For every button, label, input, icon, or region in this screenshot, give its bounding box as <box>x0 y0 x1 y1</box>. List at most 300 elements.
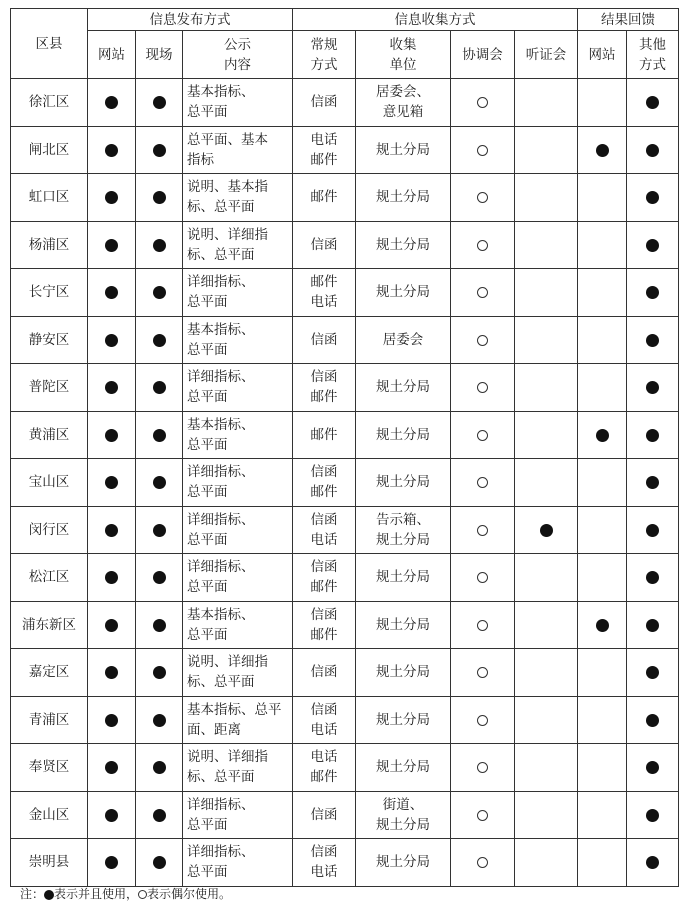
filled-dot-icon <box>105 286 118 299</box>
collect-unit-cell <box>356 459 451 507</box>
collect-coordination-cell <box>451 744 515 792</box>
note-filled-text: 表示并且使用， <box>54 887 139 901</box>
collect-unit-cell-line2: 规土分局 <box>376 531 431 548</box>
publish-onsite-cell <box>136 459 183 507</box>
publish-website-cell <box>88 221 136 269</box>
collect-unit-cell <box>356 744 451 792</box>
table-body <box>11 79 679 887</box>
collect-unit-cell-line1: 规土分局 <box>376 189 431 206</box>
publish-content-cell <box>183 459 293 507</box>
collect-unit-cell-line1: 规土分局 <box>376 569 431 586</box>
filled-dot-icon <box>153 334 166 347</box>
publish-content-cell-line2: 总平面 <box>187 816 228 833</box>
collect-regular-cell-line1: 信函 <box>310 606 338 623</box>
collect-unit-cell <box>356 174 451 222</box>
publish-content-cell-line2: 总平面 <box>187 864 228 881</box>
filled-dot-icon <box>646 761 659 774</box>
header-publish-onsite: 现场 <box>136 31 183 79</box>
table-row <box>11 269 679 317</box>
publish-content-cell-line1: 详细指标、 <box>187 369 255 386</box>
publish-content-cell-line1: 详细指标、 <box>187 559 255 576</box>
collect-unit-cell-line1: 规土分局 <box>376 664 431 681</box>
publish-content-cell-line2: 总平面 <box>187 484 228 501</box>
collect-regular-cell <box>293 126 356 174</box>
collect-regular-cell-line2: 邮件 <box>310 579 338 596</box>
feedback-other-cell <box>627 459 679 507</box>
collect-coordination-cell <box>451 126 515 174</box>
open-circle-icon <box>477 477 488 488</box>
filled-dot-icon <box>596 144 609 157</box>
open-circle-icon <box>477 762 488 773</box>
table-row <box>11 459 679 507</box>
feedback-other-cell <box>627 791 679 839</box>
collect-coordination-cell <box>451 554 515 602</box>
publish-content-cell <box>183 364 293 412</box>
publish-website-cell <box>88 744 136 792</box>
filled-dot-icon <box>153 429 166 442</box>
header-collect-regular-line2: 方式 <box>310 56 338 73</box>
filled-dot-icon <box>646 96 659 109</box>
publish-content-cell <box>183 649 293 697</box>
feedback-website-cell <box>578 316 627 364</box>
table-row <box>11 839 679 887</box>
filled-dot-icon <box>596 429 609 442</box>
table-row <box>11 79 679 127</box>
publish-content-cell-line2: 标、总平面 <box>187 769 255 786</box>
collect-regular-cell-line1: 信函 <box>310 331 338 348</box>
feedback-other-cell <box>627 601 679 649</box>
open-circle-icon <box>477 715 488 726</box>
district-cell: 宝山区 <box>11 459 88 507</box>
publish-website-cell <box>88 554 136 602</box>
publish-content-cell-line1: 说明、详细指 <box>187 654 268 671</box>
district-cell: 长宁区 <box>11 269 88 317</box>
filled-dot-icon <box>646 239 659 252</box>
collect-coordination-cell <box>451 411 515 459</box>
collect-regular-cell-line1: 信函 <box>310 94 338 111</box>
collect-regular-cell-line2: 邮件 <box>310 484 338 501</box>
open-circle-icon <box>477 287 488 298</box>
publish-content-cell <box>183 79 293 127</box>
collect-hearing-cell <box>515 221 578 269</box>
collect-regular-cell <box>293 221 356 269</box>
header-district: 区县 <box>11 9 88 79</box>
collect-regular-cell-line1: 信函 <box>310 664 338 681</box>
district-cell: 奉贤区 <box>11 744 88 792</box>
publish-onsite-cell <box>136 79 183 127</box>
publish-website-cell <box>88 126 136 174</box>
collect-regular-cell-line1: 电话 <box>310 131 338 148</box>
feedback-website-cell <box>578 506 627 554</box>
filled-dot-icon <box>105 714 118 727</box>
collect-hearing-cell <box>515 269 578 317</box>
collect-coordination-cell <box>451 649 515 697</box>
filled-dot-icon <box>105 809 118 822</box>
collect-regular-cell-line2: 电话 <box>310 721 338 738</box>
table-row <box>11 649 679 697</box>
header-publish-content <box>183 31 293 79</box>
filled-dot-icon <box>105 144 118 157</box>
filled-dot-icon <box>540 524 553 537</box>
district-cell: 闵行区 <box>11 506 88 554</box>
district-cell: 闸北区 <box>11 126 88 174</box>
header-collect-hearing: 听证会 <box>515 31 578 79</box>
collect-hearing-cell <box>515 601 578 649</box>
feedback-other-cell <box>627 839 679 887</box>
collect-unit-cell <box>356 791 451 839</box>
publish-onsite-cell <box>136 649 183 697</box>
collect-unit-cell-line1: 街道、 <box>382 796 424 813</box>
filled-dot-icon <box>646 666 659 679</box>
publish-content-cell <box>183 744 293 792</box>
publish-content-cell <box>183 601 293 649</box>
publish-onsite-cell <box>136 744 183 792</box>
filled-dot-icon <box>153 761 166 774</box>
district-cell: 虹口区 <box>11 174 88 222</box>
publish-content-cell-line2: 总平面 <box>187 104 228 121</box>
publish-onsite-cell <box>136 174 183 222</box>
publish-content-cell-line2: 总平面 <box>187 626 228 643</box>
collect-regular-cell <box>293 411 356 459</box>
feedback-website-cell <box>578 126 627 174</box>
open-circle-icon <box>477 430 488 441</box>
collect-unit-cell <box>356 364 451 412</box>
collect-regular-cell-line2: 邮件 <box>310 389 338 406</box>
publish-content-cell <box>183 269 293 317</box>
publish-website-cell <box>88 649 136 697</box>
filled-dot-icon <box>646 856 659 869</box>
filled-dot-icon <box>646 714 659 727</box>
collect-unit-cell <box>356 269 451 317</box>
header-collect-coordination: 协调会 <box>451 31 515 79</box>
filled-dot-icon <box>153 286 166 299</box>
collect-regular-cell <box>293 554 356 602</box>
filled-dot-icon <box>105 666 118 679</box>
publish-onsite-cell <box>136 411 183 459</box>
header-collect-unit-line1: 收集 <box>389 36 417 53</box>
publish-content-cell-line1: 基本指标、 <box>187 416 255 433</box>
feedback-website-cell <box>578 649 627 697</box>
publish-website-cell <box>88 174 136 222</box>
publish-website-cell <box>88 696 136 744</box>
publish-website-cell <box>88 79 136 127</box>
feedback-other-cell <box>627 364 679 412</box>
collect-unit-cell-line2: 规土分局 <box>376 816 431 833</box>
collect-hearing-cell <box>515 744 578 792</box>
header-publish-content-line1: 公示 <box>224 36 251 53</box>
collect-unit-cell-line1: 告示箱、 <box>376 511 431 528</box>
collect-hearing-cell <box>515 791 578 839</box>
feedback-other-cell <box>627 744 679 792</box>
table-row <box>11 411 679 459</box>
collect-regular-cell <box>293 791 356 839</box>
publish-onsite-cell <box>136 506 183 554</box>
feedback-other-cell <box>627 316 679 364</box>
public-participation-table <box>10 8 679 887</box>
publish-website-cell <box>88 269 136 317</box>
header-collect-group: 信息收集方式 <box>293 9 578 31</box>
filled-dot-icon <box>646 334 659 347</box>
collect-regular-cell-line2: 邮件 <box>310 151 338 168</box>
filled-dot-icon <box>646 809 659 822</box>
filled-dot-icon <box>153 191 166 204</box>
collect-hearing-cell <box>515 554 578 602</box>
filled-dot-icon <box>646 381 659 394</box>
feedback-website-cell <box>578 791 627 839</box>
feedback-website-cell <box>578 601 627 649</box>
collect-regular-cell-line1: 邮件 <box>310 274 338 291</box>
feedback-website-cell <box>578 744 627 792</box>
header-collect-unit-line2: 单位 <box>389 56 417 73</box>
publish-onsite-cell <box>136 791 183 839</box>
collect-regular-cell-line1: 电话 <box>310 749 338 766</box>
collect-regular-cell <box>293 79 356 127</box>
publish-content-cell-line2: 总平面 <box>187 389 228 406</box>
feedback-other-cell <box>627 269 679 317</box>
feedback-other-cell <box>627 174 679 222</box>
publish-content-cell <box>183 126 293 174</box>
collect-regular-cell <box>293 269 356 317</box>
filled-dot-icon <box>646 144 659 157</box>
collect-unit-cell <box>356 79 451 127</box>
filled-dot-icon <box>153 714 166 727</box>
feedback-website-cell <box>578 459 627 507</box>
district-cell: 松江区 <box>11 554 88 602</box>
filled-dot-icon <box>646 571 659 584</box>
header-feedback-other <box>627 31 679 79</box>
publish-content-cell <box>183 506 293 554</box>
header-collect-unit <box>356 31 451 79</box>
header-feedback-other-line1: 其他 <box>639 36 667 53</box>
district-cell: 徐汇区 <box>11 79 88 127</box>
filled-dot-icon <box>153 144 166 157</box>
collect-hearing-cell <box>515 459 578 507</box>
collect-regular-cell-line1: 邮件 <box>310 426 338 443</box>
collect-regular-cell <box>293 459 356 507</box>
publish-content-cell-line2: 标、总平面 <box>187 674 255 691</box>
filled-dot-icon <box>153 381 166 394</box>
header-feedback-other-line2: 方式 <box>639 56 667 73</box>
publish-content-cell-line2: 总平面 <box>187 294 228 311</box>
collect-unit-cell <box>356 316 451 364</box>
publish-onsite-cell <box>136 839 183 887</box>
collect-unit-cell-line1: 规土分局 <box>376 759 431 776</box>
header-feedback-group: 结果回馈 <box>578 9 679 31</box>
feedback-other-cell <box>627 696 679 744</box>
open-circle-icon <box>477 620 488 631</box>
filled-dot-icon <box>105 429 118 442</box>
publish-content-cell <box>183 174 293 222</box>
filled-dot-icon <box>105 476 118 489</box>
header-publish-website: 网站 <box>88 31 136 79</box>
publish-onsite-cell <box>136 126 183 174</box>
collect-unit-cell-line1: 规土分局 <box>376 284 431 301</box>
header-feedback-website: 网站 <box>578 31 627 79</box>
collect-regular-cell-line1: 信函 <box>310 464 338 481</box>
collect-regular-cell-line2: 电话 <box>310 294 338 311</box>
collect-regular-cell <box>293 506 356 554</box>
collect-unit-cell <box>356 221 451 269</box>
collect-coordination-cell <box>451 269 515 317</box>
district-cell: 嘉定区 <box>11 649 88 697</box>
district-cell: 青浦区 <box>11 696 88 744</box>
publish-website-cell <box>88 459 136 507</box>
collect-regular-cell-line1: 信函 <box>310 236 338 253</box>
collect-regular-cell <box>293 601 356 649</box>
table-row <box>11 601 679 649</box>
open-circle-icon <box>477 810 488 821</box>
collect-unit-cell-line1: 规土分局 <box>376 379 431 396</box>
collect-unit-cell-line1: 规土分局 <box>376 854 431 871</box>
publish-onsite-cell <box>136 696 183 744</box>
district-cell: 杨浦区 <box>11 221 88 269</box>
open-circle-icon <box>477 97 488 108</box>
filled-dot-icon <box>646 619 659 632</box>
collect-unit-cell-line1: 规土分局 <box>376 141 431 158</box>
publish-content-cell-line1: 说明、基本指 <box>187 179 268 196</box>
collect-regular-cell <box>293 696 356 744</box>
note-open-circle-icon <box>138 890 147 899</box>
publish-content-cell-line1: 基本指标、 <box>187 606 255 623</box>
publish-content-cell-line2: 标、总平面 <box>187 246 255 263</box>
filled-dot-icon <box>153 619 166 632</box>
collect-regular-cell <box>293 174 356 222</box>
publish-onsite-cell <box>136 601 183 649</box>
collect-hearing-cell <box>515 411 578 459</box>
publish-content-cell-line1: 详细指标、 <box>187 511 255 528</box>
publish-onsite-cell <box>136 269 183 317</box>
feedback-website-cell <box>578 696 627 744</box>
collect-hearing-cell <box>515 126 578 174</box>
collect-regular-cell-line1: 信函 <box>310 559 338 576</box>
filled-dot-icon <box>105 334 118 347</box>
publish-content-cell-line1: 基本指标、 <box>187 321 255 338</box>
collect-hearing-cell <box>515 506 578 554</box>
open-circle-icon <box>477 145 488 156</box>
filled-dot-icon <box>105 381 118 394</box>
collect-regular-cell-line1: 信函 <box>310 369 338 386</box>
district-cell: 黄浦区 <box>11 411 88 459</box>
filled-dot-icon <box>105 524 118 537</box>
district-cell: 金山区 <box>11 791 88 839</box>
publish-website-cell <box>88 411 136 459</box>
open-circle-icon <box>477 335 488 346</box>
table-row <box>11 364 679 412</box>
district-cell: 普陀区 <box>11 364 88 412</box>
table-row <box>11 316 679 364</box>
publish-content-cell-line1: 基本指标、 <box>187 84 255 101</box>
filled-dot-icon <box>646 429 659 442</box>
filled-dot-icon <box>105 96 118 109</box>
filled-dot-icon <box>105 239 118 252</box>
publish-content-cell <box>183 221 293 269</box>
collect-regular-cell <box>293 744 356 792</box>
feedback-website-cell <box>578 79 627 127</box>
publish-website-cell <box>88 791 136 839</box>
filled-dot-icon <box>153 524 166 537</box>
filled-dot-icon <box>153 571 166 584</box>
open-circle-icon <box>477 572 488 583</box>
collect-regular-cell <box>293 364 356 412</box>
publish-content-cell-line2: 总平面 <box>187 341 228 358</box>
publish-content-cell-line2: 指标 <box>187 151 214 168</box>
table-row <box>11 554 679 602</box>
filled-dot-icon <box>153 96 166 109</box>
filled-dot-icon <box>105 191 118 204</box>
filled-dot-icon <box>646 524 659 537</box>
collect-coordination-cell <box>451 79 515 127</box>
collect-regular-cell-line1: 邮件 <box>310 189 338 206</box>
collect-coordination-cell <box>451 791 515 839</box>
collect-unit-cell <box>356 601 451 649</box>
feedback-website-cell <box>578 269 627 317</box>
feedback-other-cell <box>627 506 679 554</box>
publish-website-cell <box>88 364 136 412</box>
collect-regular-cell-line1: 信函 <box>310 806 338 823</box>
feedback-other-cell <box>627 79 679 127</box>
collect-unit-cell <box>356 839 451 887</box>
publish-content-cell-line2: 总平面 <box>187 531 228 548</box>
feedback-website-cell <box>578 221 627 269</box>
feedback-website-cell <box>578 174 627 222</box>
publish-content-cell-line1: 详细指标、 <box>187 464 255 481</box>
table-row <box>11 696 679 744</box>
collect-unit-cell <box>356 126 451 174</box>
filled-dot-icon <box>646 286 659 299</box>
publish-content-cell <box>183 554 293 602</box>
collect-regular-cell-line1: 信函 <box>310 511 338 528</box>
collect-regular-cell-line1: 信函 <box>310 701 338 718</box>
district-cell: 静安区 <box>11 316 88 364</box>
district-cell: 崇明县 <box>11 839 88 887</box>
collect-regular-cell-line2: 电话 <box>310 531 338 548</box>
collect-coordination-cell <box>451 221 515 269</box>
filled-dot-icon <box>646 191 659 204</box>
feedback-website-cell <box>578 554 627 602</box>
collect-unit-cell-line1: 规土分局 <box>376 616 431 633</box>
collect-unit-cell <box>356 696 451 744</box>
publish-content-cell <box>183 696 293 744</box>
table-note <box>20 887 231 901</box>
collect-unit-cell-line2: 意见箱 <box>382 104 424 121</box>
feedback-other-cell <box>627 126 679 174</box>
filled-dot-icon <box>646 476 659 489</box>
publish-content-cell <box>183 791 293 839</box>
feedback-other-cell <box>627 554 679 602</box>
publish-website-cell <box>88 601 136 649</box>
publish-onsite-cell <box>136 364 183 412</box>
collect-regular-cell <box>293 839 356 887</box>
header-publish-group: 信息发布方式 <box>88 9 293 31</box>
publish-website-cell <box>88 316 136 364</box>
publish-website-cell <box>88 506 136 554</box>
collect-hearing-cell <box>515 79 578 127</box>
feedback-website-cell <box>578 839 627 887</box>
collect-unit-cell <box>356 554 451 602</box>
collect-unit-cell-line1: 规土分局 <box>376 711 431 728</box>
publish-content-cell-line1: 说明、详细指 <box>187 749 268 766</box>
collect-regular-cell-line2: 邮件 <box>310 626 338 643</box>
open-circle-icon <box>477 857 488 868</box>
publish-content-cell-line1: 基本指标、总平 <box>187 701 282 718</box>
collect-coordination-cell <box>451 506 515 554</box>
collect-coordination-cell <box>451 316 515 364</box>
publish-onsite-cell <box>136 554 183 602</box>
table-row <box>11 506 679 554</box>
collect-hearing-cell <box>515 364 578 412</box>
filled-dot-icon <box>105 856 118 869</box>
feedback-other-cell <box>627 649 679 697</box>
